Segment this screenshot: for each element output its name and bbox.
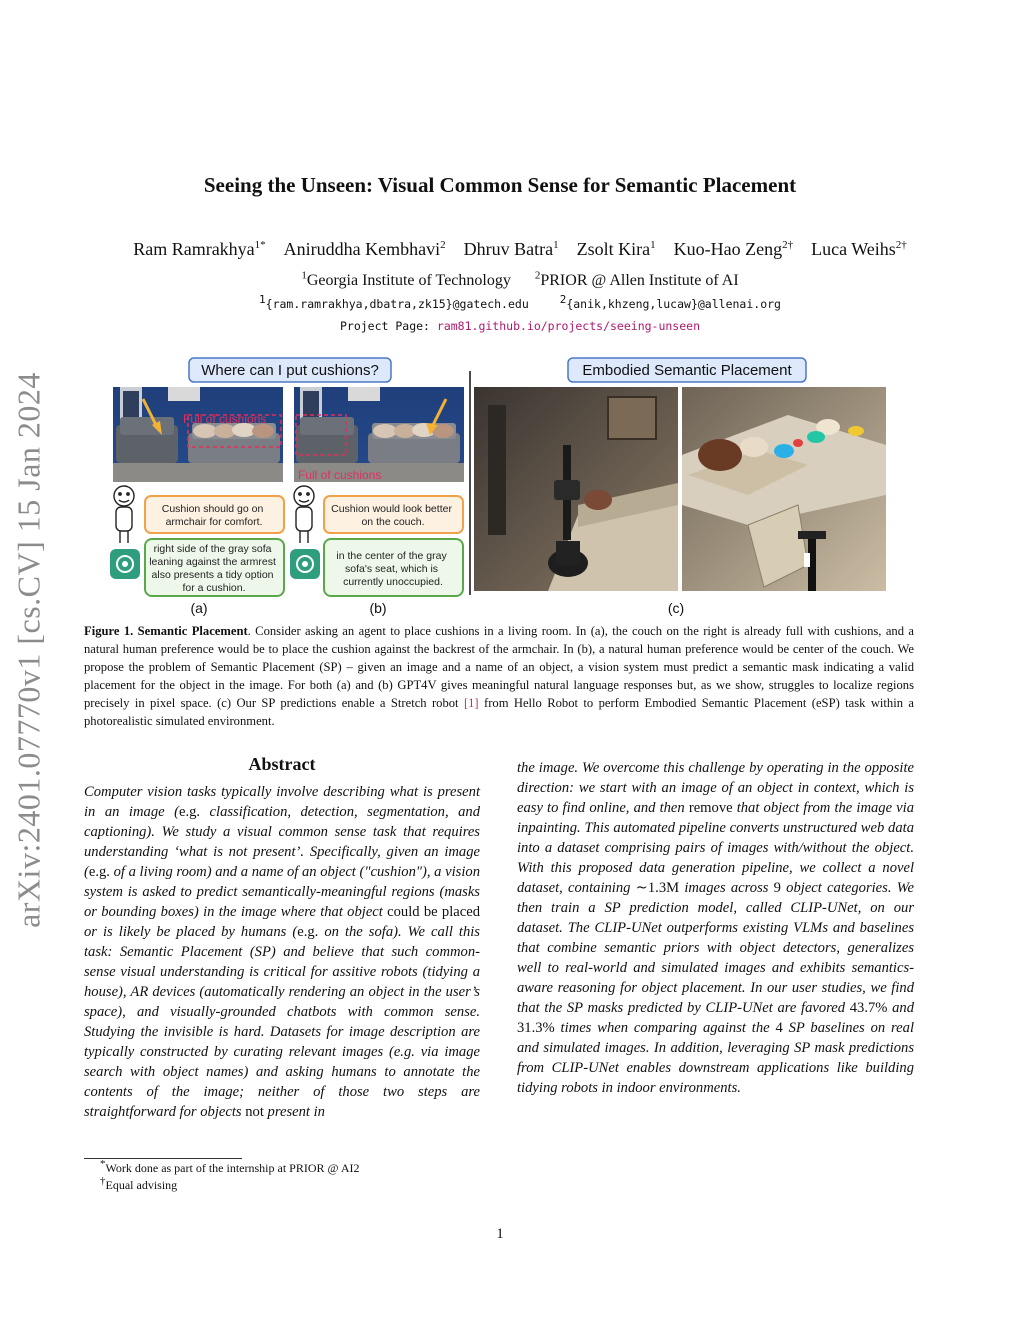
human-response-b <box>324 496 463 533</box>
panel-label-c: (c) <box>667 600 685 616</box>
author-list <box>0 239 1024 260</box>
abstract-col2-segment: remove <box>688 800 733 816</box>
abstract-col1-segment: could be placed <box>387 904 480 920</box>
abstract-col2-segment: object categories. We then train a SP prediction model, called CLIP-UNet, on our dataset. The CLIP-UNet outperforms existing VLMs and baselines that combine semantic priors with object detectors, generalizes well to real-world and simulated images and exhibits semantics-aware reasoning for object placement. In our user studies, we find that the SP masks predicted by CLIP-UNet are favored <box>517 880 914 1016</box>
abstract-column-2 <box>517 758 914 1098</box>
left-question-pill <box>189 358 391 382</box>
photo-a <box>113 387 283 482</box>
right-header-pill <box>568 358 806 382</box>
project-page <box>0 319 1024 333</box>
abstract-col2-segment: ∼1.3M <box>635 880 680 896</box>
right-header-text: Embodied Semantic Placement <box>582 362 792 379</box>
human-response-a <box>145 496 284 533</box>
affiliation-1: $^1$Georgia Institute of Technology <box>301 269 511 289</box>
affiliations <box>0 269 1024 290</box>
author-5: Kuo-Hao Zeng$^{2\dagger}$ <box>673 239 794 259</box>
abstract-column-1 <box>84 782 480 1122</box>
abstract-col1-segment: e.g. <box>88 864 110 880</box>
gpt-response-a <box>145 539 284 596</box>
gpt-response-b <box>324 539 463 596</box>
abstract-col2-segment: 31.3% <box>517 1020 555 1036</box>
caption-citation[interactable]: [1] <box>463 696 479 710</box>
abstract-col2-segment: 4 <box>775 1020 783 1036</box>
figure-1 <box>108 355 908 620</box>
paper-title: Seeing the Unseen: Visual Common Sense for Semantic Placement <box>203 173 797 197</box>
author-1: Ram Ramrakhya$^{1*}$ <box>133 239 266 259</box>
sim-image-placement <box>682 387 886 591</box>
sim-image-robot <box>474 387 678 591</box>
chatgpt-icon-b <box>290 549 320 579</box>
abstract-col1-segment: e.g. <box>178 804 201 820</box>
author-3: Dhruv Batra$^1$ <box>463 239 559 259</box>
caption-text-1: . Consider asking an agent to place cushions in a living room. In (a), the couch on the right is already full with cushions, and a natural human preference would be to place the cushion against the backrest of the armchair. In (b), a natural human preference would be center of the couch. We propose the problem of Semantic Placement (SP) – given an image and a name of an object, a vision system must predict a semantic mask indicating a valid placement for the object in the image. For both (a) and (b) GPT4V gives meaningful natural language responses but, as we show, struggles to localize regions precisely in pixel space. (c) Our SP predictions enable a Stretch robot <box>84 624 914 710</box>
abstract-col2-segment: images across <box>679 880 774 896</box>
abstract-col2-segment: 43.7% <box>849 1000 888 1016</box>
abstract-col1-segment: Computer vision tasks typically involve describing what is present in an image ( <box>84 784 480 820</box>
arxiv-stamp <box>0 360 58 940</box>
page-number: 1 <box>496 1226 504 1242</box>
abstract-col1-segment: e.g. <box>297 924 319 940</box>
caption-text-2: from Hello Robot to perform Embodied Semantic Placement (eSP) task within a photorealistic simulated environment. <box>84 696 914 728</box>
abstract-col2-segment: times when comparing against the <box>554 1020 776 1036</box>
human-avatar-a <box>114 486 134 543</box>
abstract-col1-segment: on the sofa). We call this task: Semantic Placement (SP) and believe that such common-sense visual understanding is critical for assitive robots (tidying a house), AR devices (automatically rendering an object in the user’s space), and visually-grounded chatbots with common sense. Studying the invisible is hard. Datasets for image description are typically constructed by curating relevant images (e.g. via image search with object names) and asking humans to annotate the contents of the image; neither of those two steps are straightforward for objects <box>84 924 480 1120</box>
project-page-link[interactable]: ram81.github.io/projects/seeing-unseen <box>436 319 701 333</box>
left-question-text: Where can I put cushions? <box>201 362 379 379</box>
abstract-heading: Abstract <box>248 754 316 774</box>
email-group-2[interactable]: $^2${anik,khzeng,lucaw}@allenai.org <box>559 293 781 311</box>
overlay-b-text: Full of cushions <box>298 468 382 482</box>
abstract-col1-segment: of a living room) and a name of an object ("cushion"), a vision system is asked to predict semantically-meaningful regions (masks or bounding boxes) in the image where that object <box>84 864 480 920</box>
abstract-col1-segment: or is likely be placed by humans ( <box>84 924 298 940</box>
author-4: Zsolt Kira$^1$ <box>576 239 656 259</box>
affiliation-2: $^2$PRIOR @ Allen Institute of AI <box>534 269 739 289</box>
abstract-col2-segment: 9 <box>773 880 781 896</box>
figure-caption <box>84 622 914 730</box>
project-page-label: Project Page: <box>339 319 437 333</box>
svg-text:right side of the gray sofa: right side of the gray sofa leaning against the armrest also presents a tidy option for a cushion. <box>149 543 276 594</box>
footnote-1: *Work done as part of the internship at PRIOR @ AI2 <box>100 1158 360 1175</box>
abstract-col2-segment: SP baselines on real and simulated images. In addition, leveraging SP mask predictions from CLIP-UNet enables downstream applications like building tidying robots in indoor environments. <box>517 1020 914 1096</box>
author-2: Aniruddha Kembhavi$^2$ <box>283 239 446 259</box>
abstract-col1-segment: not <box>245 1104 264 1120</box>
footnote-2: †Equal advising <box>100 1175 178 1192</box>
email-group-1[interactable]: $^1${ram.ramrakhya,dbatra,zk15}@gatech.edu <box>259 293 529 311</box>
svg-text:Cushion would look better: Cushion would look better on the couch. <box>331 503 452 528</box>
svg-text:Cushion should go on arm: Cushion should go on armchair for comfort. <box>161 503 264 528</box>
abstract-col2-segment: and <box>887 1000 914 1016</box>
footnote-rule <box>84 1158 242 1159</box>
author-emails <box>0 293 1024 311</box>
svg-text:in the center of the gray: in the center of the gray sofa's seat, which is currently unoccupied. <box>336 550 447 588</box>
abstract-col1-segment: present in <box>263 1104 325 1120</box>
abstract-col1-segment: classification, detection, segmentation, and captioning). We study a visual common sense task that requires understanding ‘what is not present’. Specifically, given an image ( <box>84 804 480 880</box>
caption-label: Figure 1. Semantic Placement <box>84 624 248 638</box>
arxiv-stamp-text: arXiv:2401.07770v1 [cs.CV] 15 Jan 2024 <box>10 372 47 928</box>
human-avatar-b <box>294 486 314 543</box>
abstract-col2-segment: that object from the image via inpainting. This automated pipeline converts unstructured web data into a dataset comprising pairs of images with/without the object. With this proposed data generation pipeline, we collect a novel dataset, containing <box>517 800 914 896</box>
chatgpt-icon-a <box>110 549 140 579</box>
author-6: Luca Weihs$^{2\dagger}$ <box>811 239 907 259</box>
panel-label-b: (b) <box>369 600 387 616</box>
panel-label-a: (a) <box>190 600 208 616</box>
abstract-col2-segment: the image. We overcome this challenge by operating in the opposite direction: we start with an image of an object in context, which is easy to find online, and then <box>517 760 914 816</box>
overlay-a-text: Full of cushions <box>183 412 267 426</box>
photo-b <box>294 387 464 482</box>
